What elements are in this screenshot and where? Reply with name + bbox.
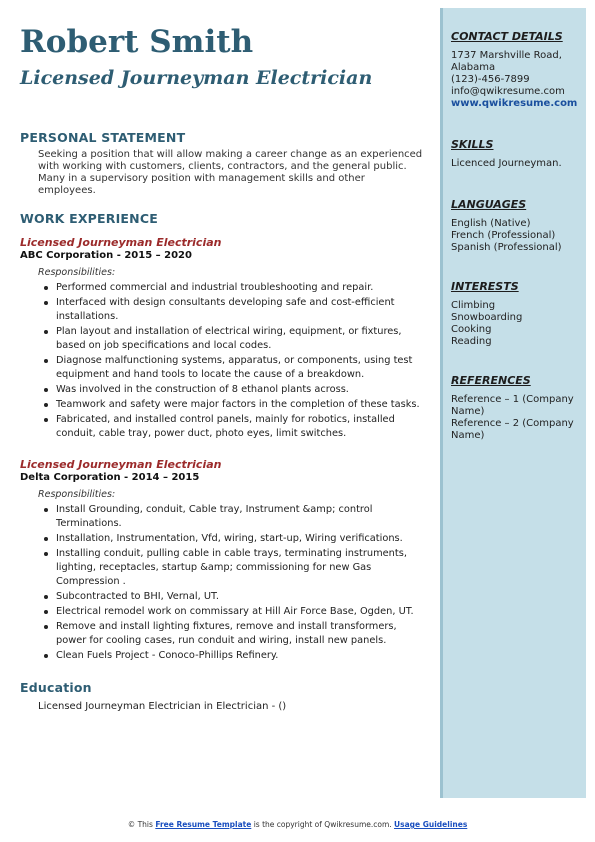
languages-heading: LANGUAGES [451,198,527,211]
footer [0,820,595,829]
job-title: Licensed Journeyman Electrician [20,458,222,471]
interest-item: Reading [451,336,492,347]
responsibilities-label: Responsibilities: [38,267,116,278]
personal-statement-heading: PERSONAL STATEMENT [20,130,186,145]
list-item: Fabricated, and installed control panels, mainly for robotics, installed conduit, cable tray, power duct, photo eyes, limit switches. [56,413,426,441]
email[interactable]: info@qwikresume.com [451,86,565,97]
contact-heading: CONTACT DETAILS [451,30,563,43]
address-line-2: Alabama [451,62,496,73]
free-resume-template-link[interactable]: Free Resume Template [155,820,252,829]
references-heading: REFERENCES [451,374,531,387]
list-item: Performed commercial and industrial troubleshooting and repair. [56,281,426,295]
responsibilities-list [20,281,425,441]
job-company: ABC Corporation - 2015 – 2020 [20,250,192,261]
job-company: Delta Corporation - 2014 – 2015 [20,472,200,483]
job-entry-1 [20,236,425,441]
list-item: Interfaced with design consultants developing safe and cost-efficient installations. [56,296,426,324]
reference-item: Reference – 2 (Company Name) [451,418,574,441]
interests-heading: INTERESTS [451,280,519,293]
list-item: Installing conduit, pulling cable in cable trays, terminating instruments, lighting, receptacles, startup &amp; commissioning for new Gas Compression . [56,547,426,589]
list-item: Installation, Instrumentation, Vfd, wiring, start-up, Wiring verifications. [56,532,426,546]
interest-item: Climbing [451,300,496,311]
list-item: Remove and install lighting fixtures, remove and install transformers, power for cooling cases, run conduit and wiring, install new panels. [56,620,426,648]
address-line-1: 1737 Marshville Road, [451,50,562,61]
list-item: Was involved in the construction of 8 ethanol plants across. [56,383,426,397]
responsibilities-label: Responsibilities: [38,489,116,500]
language-item: Spanish (Professional) [451,242,562,253]
usage-guidelines-link[interactable]: Usage Guidelines [394,820,468,829]
education-text: Licensed Journeyman Electrician in Electrician - () [38,701,287,712]
footer-copyright-text: is the copyright of Qwikresume.com. [251,820,395,829]
list-item: Clean Fuels Project - Conoco-Phillips Refinery. [56,649,426,663]
candidate-title: Licensed Journeyman Electrician [20,67,373,89]
candidate-name: Robert Smith [20,24,254,60]
education-heading: Education [20,680,92,695]
list-item: Diagnose malfunctioning systems, apparatus, or components, using test equipment and hand tools to locate the cause of a breakdown. [56,354,426,382]
personal-statement-text: Seeking a position that will allow making a career change as an experienced with working with customers, clients, contractors, and the general public. Many in a supervisory position with management skills and other employees. [38,149,423,196]
interest-item: Snowboarding [451,312,523,323]
language-item: English (Native) [451,218,531,229]
language-item: French (Professional) [451,230,556,241]
job-title: Licensed Journeyman Electrician [20,236,222,249]
list-item: Subcontracted to BHI, Vernal, UT. [56,590,426,604]
footer-prefix: © This [127,820,156,829]
work-experience-heading: WORK EXPERIENCE [20,211,158,226]
responsibilities-list [20,503,425,663]
reference-item: Reference – 1 (Company Name) [451,394,574,417]
phone: (123)-456-7899 [451,74,530,85]
list-item: Electrical remodel work on commissary at Hill Air Force Base, Ogden, UT. [56,605,426,619]
main-column [20,18,425,713]
interest-item: Cooking [451,324,492,335]
skill-item: Licenced Journeyman. [451,158,562,169]
list-item: Plan layout and installation of electrical wiring, equipment, or fixtures, based on job specifications and local codes. [56,325,426,353]
list-item: Install Grounding, conduit, Cable tray, Instrument &amp; control Terminations. [56,503,426,531]
job-entry-2 [20,458,425,663]
skills-heading: SKILLS [451,138,494,151]
sidebar [440,8,586,798]
list-item: Teamwork and safety were major factors in the completion of these tasks. [56,398,426,412]
website-link[interactable]: www.qwikresume.com [451,98,578,109]
